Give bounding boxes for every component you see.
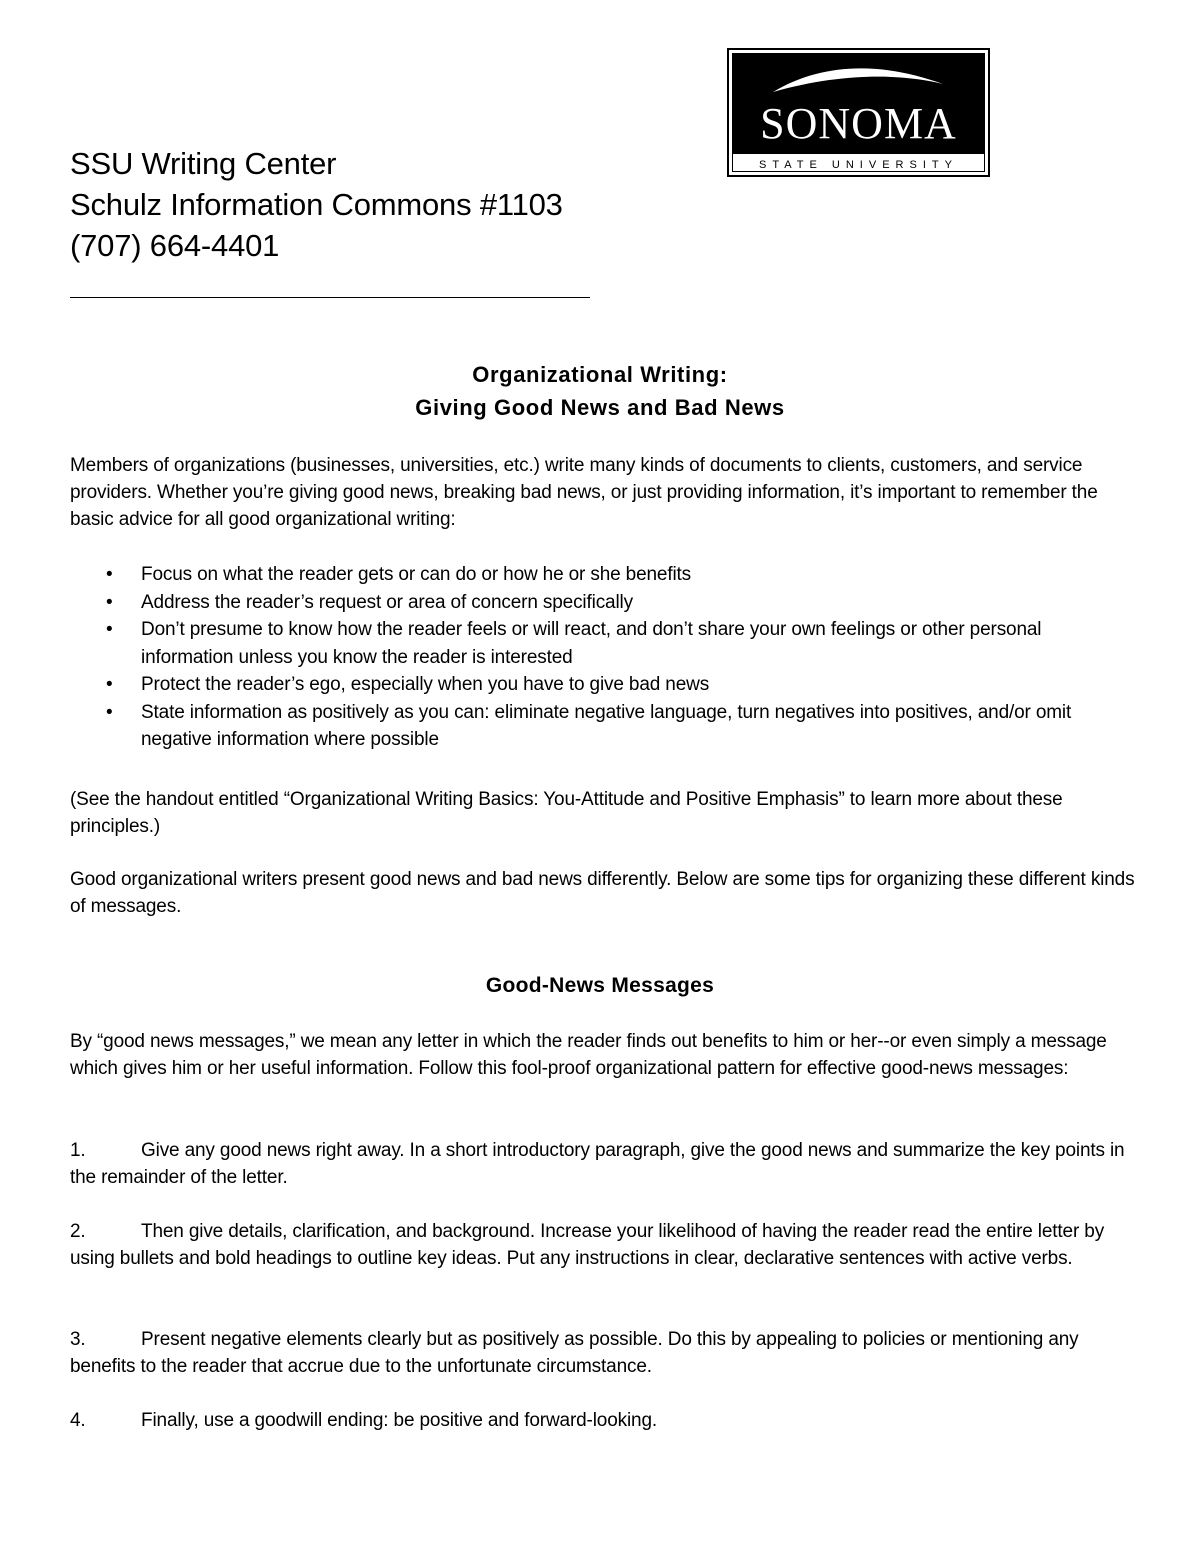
list-item: • Focus on what the reader gets or can do or how he or she benefits [70,561,1135,589]
step-item [70,1326,1135,1380]
step-text: Then give details, clarification, and background. Increase your likelihood of having the reader read the entire letter by using bullets and bold headings to outline key ideas. Put any instructions in clear, declarative sentences with active verbs. [70,1221,1105,1269]
step-text: Finally, use a goodwill ending: be positive and forward-looking. [141,1410,658,1431]
step-number: 2. [70,1221,86,1242]
header-phone: (707) 664-4401 [70,228,280,263]
good-vs-bad-paragraph: Good organizational writers present good news and bad news differently. Below are some tips for organizing these different kinds of messages. [70,869,1135,917]
step-text: Give any good news right away. In a short introductory paragraph, give the good news and summarize the key points in the remainder of the letter. [70,1140,1125,1188]
document-title-line1: Organizational Writing: [472,362,728,387]
intro-paragraph: Members of organizations (businesses, universities, etc.) write many kinds of documents to clients, customers, and service providers. Whether you’re giving good news, breaking bad news, or just providing information, it’s important to remember the basic advice for all good organizational writing: [70,455,1098,530]
step-item [70,1137,1135,1191]
step-number: 3. [70,1329,86,1350]
handout-reference: (See the handout entitled “Organizational Writing Basics: You-Attitude and Positive Emphasis” to learn more about these principles.) [70,789,1063,837]
list-item: • Don’t presume to know how the reader feels or will react, and don’t share your own feelings or other personal information unless you know the reader is interested [70,616,1135,671]
step-number: 4. [70,1410,86,1431]
advice-list [70,561,1135,754]
header-location: Schulz Information Commons #1103 [70,187,563,222]
header-divider [70,297,590,298]
header-center-name: SSU Writing Center [70,146,337,181]
sonoma-state-logo [727,48,990,177]
bullet-icon: • [106,564,113,585]
bullet-icon: • [106,619,113,640]
good-news-intro: By “good news messages,” we mean any letter in which the reader finds out benefits to him or her--or even simply a message which gives him or her useful information. Follow this fool-proof organizational pattern for effective good-news messages: [70,1031,1107,1079]
bullet-icon: • [106,674,113,695]
step-item [70,1407,1135,1434]
list-item: • Protect the reader’s ego, especially when you have to give bad news [70,671,1135,699]
document-title-line2: Giving Good News and Bad News [415,395,785,420]
bullet-icon: • [106,701,113,723]
step-text: Present negative elements clearly but as positively as possible. Do this by appealing to policies or mentioning any benefits to the reader that accrue due to the unfortunate circumstance. [70,1329,1079,1377]
section-heading-good-news: Good-News Messages [485,974,715,997]
logo-subtitle: STATE UNIVERSITY [759,159,958,171]
logo-wordmark: SONOMA [760,99,957,148]
contact-header [70,143,563,266]
list-item: • State information as positively as you can: eliminate negative language, turn negatives into positives, and/or omit negative information where possible [70,699,1135,754]
bullet-icon: • [106,591,113,613]
list-item: • Address the reader’s request or area of concern specifically [70,589,1135,617]
step-number: 1. [70,1140,86,1161]
step-item [70,1218,1135,1272]
